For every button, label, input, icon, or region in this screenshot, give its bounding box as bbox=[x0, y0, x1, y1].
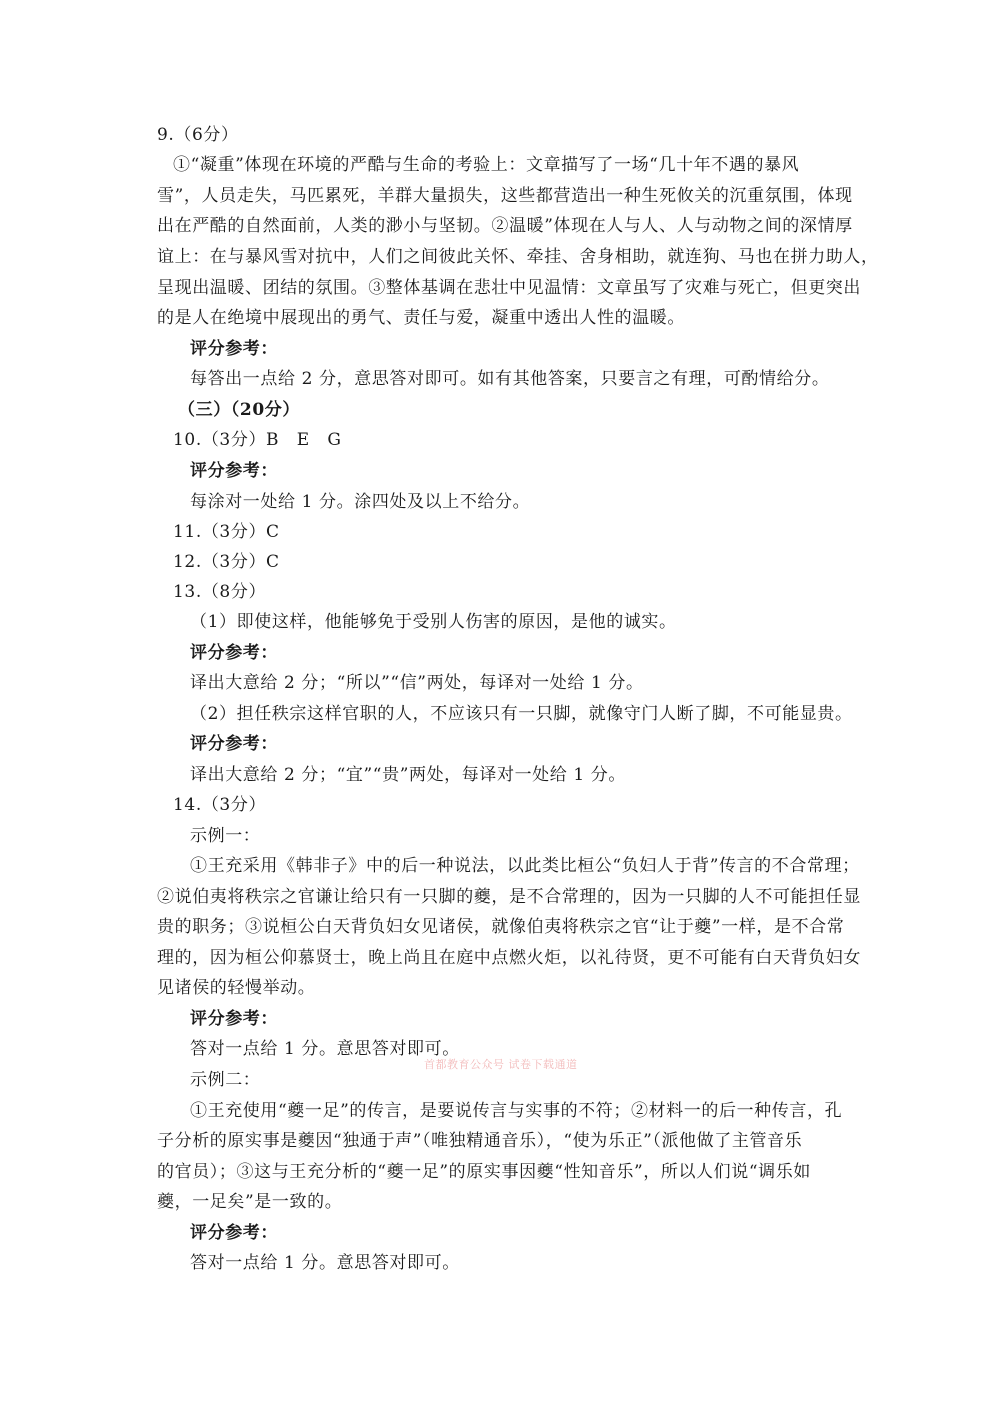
q13-part1-scoring-text: 译出大意给 2 分；“所以”“信”两处，每译对一处给 1 分。 bbox=[190, 673, 644, 693]
example-1-line: 贵的职务；③说桓公白天背负妇女见诸侯，就像伯夷将秩宗之官“让于夔”一样，是不合常 bbox=[157, 917, 845, 937]
q11-answer: 11.（3分）C bbox=[173, 522, 280, 542]
q13-heading: 13.（8分） bbox=[173, 582, 267, 602]
q9-answer-line: 谊上：在与暴风雪对抗中，人们之间彼此关怀、牵挂、舍身相助，就连狗、马也在拼力助人， bbox=[157, 247, 879, 267]
q10-scoring-label: 评分参考： bbox=[190, 461, 278, 481]
q9-answer-line: 雪”，人员走失，马匹累死，羊群大量损失，这些都营造出一种生死攸关的沉重氛围，体现 bbox=[157, 186, 853, 206]
watermark: 首都教育公众号 试卷下载通道 bbox=[424, 1058, 578, 1071]
example-1-line: ①王充采用《韩非子》中的后一种说法，以此类比桓公“负妇人于背”传言的不合常理； bbox=[190, 856, 860, 876]
q9-heading: 9.（6分） bbox=[157, 125, 239, 145]
q13-part1-scoring-label: 评分参考： bbox=[190, 643, 278, 663]
q10-scoring-text: 每涂对一处给 1 分。涂四处及以上不给分。 bbox=[190, 492, 531, 512]
q10-answer: 10.（3分）B E G bbox=[173, 430, 342, 450]
example-2-scoring-label: 评分参考： bbox=[190, 1223, 278, 1243]
example-1-scoring-label: 评分参考： bbox=[190, 1009, 278, 1029]
example-2-line: 的官员）；③这与王充分析的“夔一足”的原实事因夔“性知音乐”，所以人们说“调乐如 bbox=[157, 1162, 811, 1182]
example-1-scoring-text: 答对一点给 1 分。意思答对即可。 bbox=[190, 1039, 460, 1059]
q13-part2-scoring-text: 译出大意给 2 分；“宜”“贵”两处，每译对一处给 1 分。 bbox=[190, 765, 627, 785]
example-1-line: 见诸侯的轻慢举动。 bbox=[157, 978, 316, 998]
q9-answer-line: 呈现出温暖、团结的氛围。③整体基调在悲壮中见温情：文章虽写了灾难与死亡，但更突出 bbox=[157, 278, 861, 298]
q9-scoring-text: 每答出一点给 2 分，意思答对即可。如有其他答案，只要言之有理，可酌情给分。 bbox=[190, 369, 830, 389]
q12-answer: 12.（3分）C bbox=[173, 552, 280, 572]
q9-answer-line: 的是人在绝境中展现出的勇气、责任与爱，凝重中透出人性的温暖。 bbox=[157, 308, 685, 328]
section-3-heading: （三）（20分） bbox=[178, 400, 300, 420]
example-2-line: ①王充使用“夔一足”的传言，是要说传言与实事的不符；②材料一的后一种传言，孔 bbox=[190, 1101, 843, 1121]
example-2-scoring-text: 答对一点给 1 分。意思答对即可。 bbox=[190, 1253, 460, 1273]
q13-part2-answer: （2）担任秩宗这样官职的人，不应该只有一只脚，就像守门人断了脚，不可能显贵。 bbox=[190, 704, 853, 724]
example-2-label: 示例二： bbox=[190, 1070, 261, 1090]
example-1-line: 理的，因为桓公仰慕贤士，晚上尚且在庭中点燃火炬，以礼待贤，更不可能有白天背负妇女 bbox=[157, 948, 861, 968]
q13-part2-scoring-label: 评分参考： bbox=[190, 734, 278, 754]
example-2-line: 子分析的原实事是夔因“独通于声”（唯独精通音乐），“使为乐正”（派他做了主管音乐 bbox=[157, 1131, 803, 1151]
example-1-line: ②说伯夷将秩宗之官谦让给只有一只脚的夔，是不合常理的，因为一只脚的人不可能担任显 bbox=[157, 887, 861, 907]
q13-part1-answer: （1）即使这样，他能够免于受别人伤害的原因，是他的诚实。 bbox=[190, 612, 677, 632]
q9-answer-line: ①“凝重”体现在环境的严酷与生命的考验上：文章描写了一场“几十年不遇的暴风 bbox=[173, 155, 800, 175]
q9-scoring-label: 评分参考： bbox=[190, 339, 278, 359]
q14-heading: 14.（3分） bbox=[173, 795, 267, 815]
example-2-line: 夔，一足矣”是一致的。 bbox=[157, 1192, 343, 1212]
q9-answer-line: 出在严酷的自然面前，人类的渺小与坚韧。②温暖”体现在人与人、人与动物之间的深情厚 bbox=[157, 216, 853, 236]
example-1-label: 示例一： bbox=[190, 826, 261, 846]
